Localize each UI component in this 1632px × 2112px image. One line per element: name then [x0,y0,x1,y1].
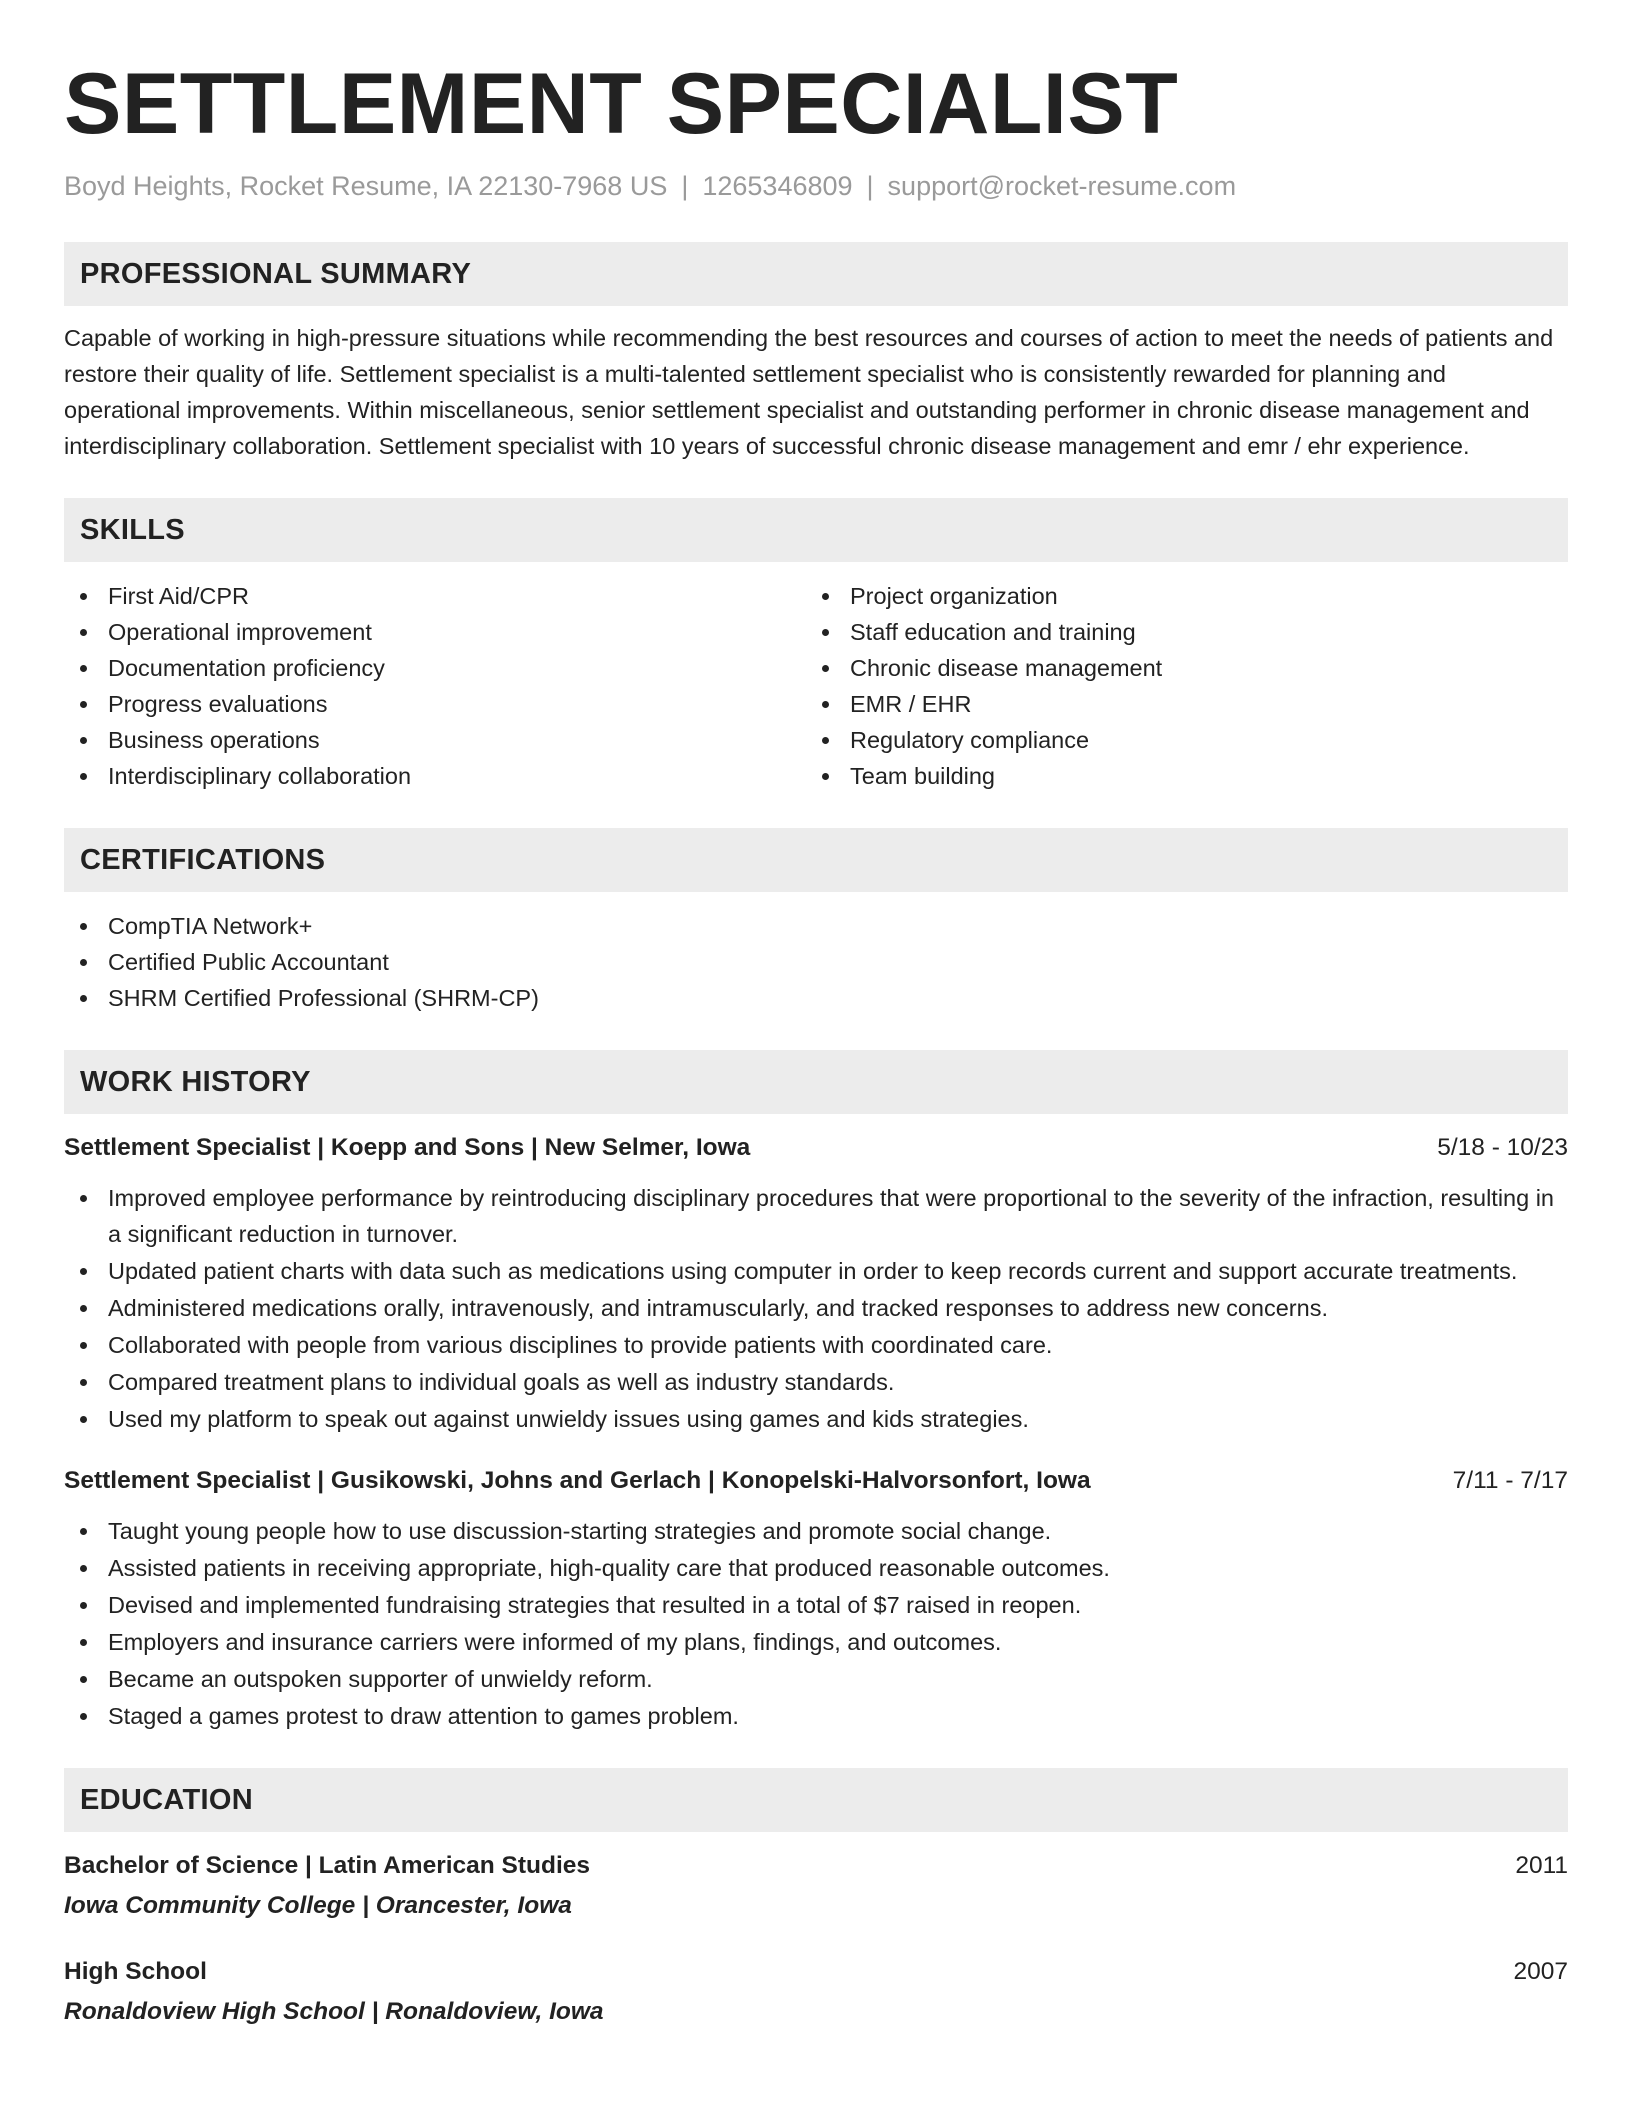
summary-section [64,242,1568,464]
education-heading-row [64,1954,1568,1990]
job-heading-row [64,1130,1568,1166]
skill-item: Team building [806,758,1548,794]
job-bullets [64,1513,1568,1734]
certifications-list [64,908,1568,1016]
education-entry [64,1954,1568,2030]
contact-line [64,168,1568,204]
job-bullet: Devised and implemented fundraising strategies that resulted in a total of $7 raised in reopen. [64,1587,1568,1623]
skills-left-list [64,578,806,794]
education-year: 2011 [1515,1852,1568,1879]
skills-right-list [806,578,1548,794]
education-year: 2007 [1513,1958,1568,1985]
summary-text: Capable of working in high-pressure situations while recommending the best resources and courses of action to meet the needs of patients and restore their quality of life. Settlement specialist is a multi-talented settlement specialist who is consistently rewarded for planning and operational improvements. Within miscellaneous, senior settlement specialist and outstanding performer in chronic disease management and interdisciplinary collaboration. Settlement specialist with 10 years of successful chronic disease management and emr / ehr experience. [64,325,1554,459]
job-bullet: Staged a games protest to draw attention to games problem. [64,1698,1568,1734]
job-bullet: Collaborated with people from various disciplines to provide patients with coordinated care. [64,1327,1568,1363]
job-bullets [64,1180,1568,1437]
contact-separator: | [681,171,689,201]
job-bullet: Used my platform to speak out against unwieldy issues using games and kids strategies. [64,1401,1568,1437]
certification-item: SHRM Certified Professional (SHRM-CP) [64,980,1568,1016]
skill-item: Interdisciplinary collaboration [64,758,806,794]
work-history-heading: WORK HISTORY [64,1050,1568,1114]
skills-heading: SKILLS [64,498,1568,562]
job-bullet: Administered medications orally, intravenously, and intramuscularly, and tracked responses to address new concerns. [64,1290,1568,1326]
skill-item: Staff education and training [806,614,1548,650]
skill-item: Documentation proficiency [64,650,806,686]
skill-item: Progress evaluations [64,686,806,722]
summary-heading: PROFESSIONAL SUMMARY [64,242,1568,306]
education-section [64,1768,1568,2030]
job-heading-row [64,1463,1568,1499]
skill-item: Business operations [64,722,806,758]
education-degree: Bachelor of Science | Latin American Studies [64,1852,591,1879]
contact-separator: | [866,171,874,201]
certification-item: Certified Public Accountant [64,944,1568,980]
job-bullet: Improved employee performance by reintroducing disciplinary procedures that were proportional to the severity of the infraction, resulting in a significant reduction in turnover. [64,1180,1568,1252]
job-title: Settlement Specialist | Koepp and Sons | New Selmer, Iowa [64,1134,751,1161]
skill-item: Chronic disease management [806,650,1548,686]
education-school: Iowa Community College | Orancester, Iowa [64,1892,572,1919]
skills-section [64,498,1568,794]
resume-page [64,0,1568,2030]
job-bullet: Taught young people how to use discussion-starting strategies and promote social change. [64,1513,1568,1549]
skill-item: Operational improvement [64,614,806,650]
certification-item: CompTIA Network+ [64,908,1568,944]
job-title: Settlement Specialist | Gusikowski, Johns and Gerlach | Konopelski-Halvorsonfort, Iowa [64,1467,1091,1494]
education-heading-row [64,1848,1568,1884]
skills-columns [64,578,1568,794]
job-dates: 7/11 - 7/17 [1452,1467,1568,1494]
job-bullet: Employers and insurance carriers were informed of my plans, findings, and outcomes. [64,1624,1568,1660]
education-heading: EDUCATION [64,1768,1568,1832]
job-bullet: Compared treatment plans to individual goals as well as industry standards. [64,1364,1568,1400]
job-bullet: Assisted patients in receiving appropriate, high-quality care that produced reasonable outcomes. [64,1550,1568,1586]
certifications-heading: CERTIFICATIONS [64,828,1568,892]
contact-phone: 1265346809 [702,171,853,201]
job-bullet: Updated patient charts with data such as medications using computer in order to keep records current and support accurate treatments. [64,1253,1568,1289]
contact-email[interactable]: support@rocket-resume.com [887,171,1237,201]
job-entry [64,1130,1568,1437]
education-school: Ronaldoview High School | Ronaldoview, Iowa [64,1998,604,2025]
skill-item: EMR / EHR [806,686,1548,722]
education-entry [64,1848,1568,1924]
skill-item: Project organization [806,578,1548,614]
education-degree: High School [64,1958,207,1985]
job-dates: 5/18 - 10/23 [1437,1134,1568,1161]
candidate-name: SETTLEMENT SPECIALIST [64,56,1179,152]
contact-address: Boyd Heights, Rocket Resume, IA 22130-7968 US [64,171,668,201]
job-entry [64,1463,1568,1734]
skill-item: Regulatory compliance [806,722,1548,758]
certifications-section [64,828,1568,1016]
job-bullet: Became an outspoken supporter of unwieldy reform. [64,1661,1568,1697]
work-history-section [64,1050,1568,1734]
skill-item: First Aid/CPR [64,578,806,614]
